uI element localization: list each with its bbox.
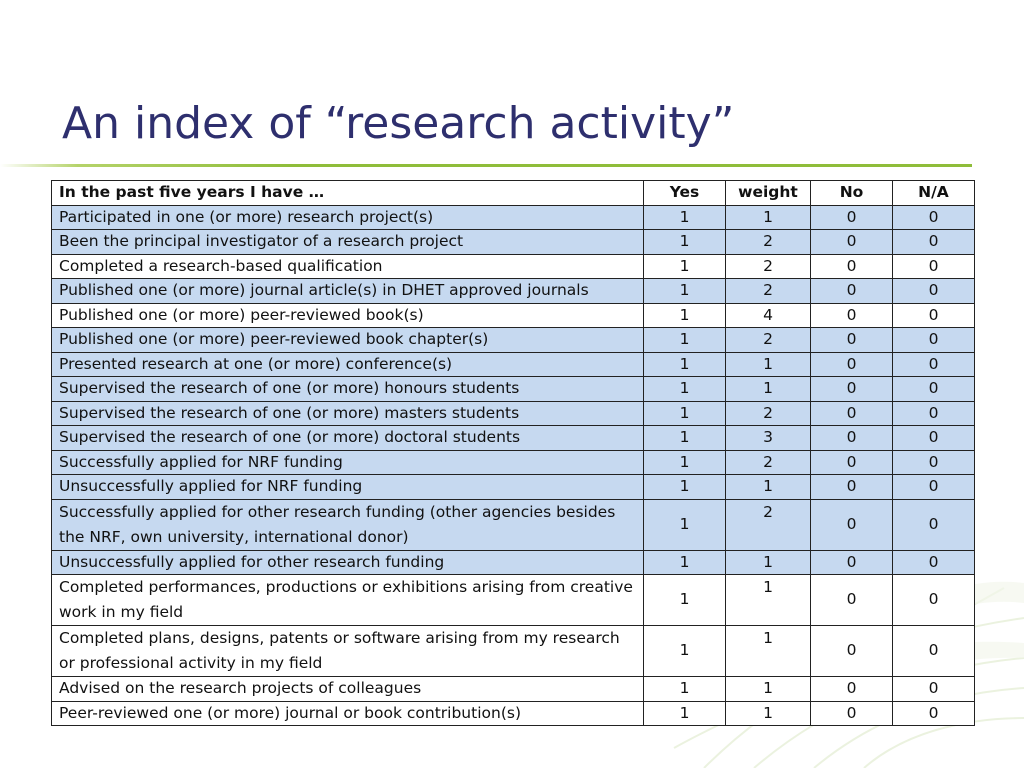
cell-activity: Supervised the research of one (or more) honours students	[52, 377, 644, 402]
cell-no: 0	[811, 230, 893, 255]
cell-na: 0	[893, 475, 975, 500]
cell-weight: 2	[726, 230, 811, 255]
cell-no: 0	[811, 475, 893, 500]
cell-activity: Been the principal investigator of a research project	[52, 230, 644, 255]
table-row	[52, 677, 975, 702]
table-row	[52, 328, 975, 353]
cell-activity: Peer-reviewed one (or more) journal or book contribution(s)	[52, 701, 644, 726]
cell-no: 0	[811, 254, 893, 279]
cell-yes: 1	[644, 426, 726, 451]
cell-na: 0	[893, 701, 975, 726]
table-row	[52, 701, 975, 726]
cell-weight: 2	[726, 499, 811, 550]
header-yes: Yes	[644, 181, 726, 206]
cell-yes: 1	[644, 205, 726, 230]
cell-activity: Completed plans, designs, patents or software arising from my research or professional activity in my field	[52, 626, 644, 677]
cell-no: 0	[811, 401, 893, 426]
cell-na: 0	[893, 426, 975, 451]
cell-na: 0	[893, 499, 975, 550]
header-weight: weight	[726, 181, 811, 206]
cell-yes: 1	[644, 550, 726, 575]
cell-na: 0	[893, 254, 975, 279]
cell-yes: 1	[644, 377, 726, 402]
cell-activity: Presented research at one (or more) conference(s)	[52, 352, 644, 377]
table-row	[52, 475, 975, 500]
table-row	[52, 279, 975, 304]
cell-activity: Participated in one (or more) research project(s)	[52, 205, 644, 230]
cell-yes: 1	[644, 303, 726, 328]
cell-no: 0	[811, 328, 893, 353]
cell-weight: 2	[726, 450, 811, 475]
cell-no: 0	[811, 450, 893, 475]
cell-na: 0	[893, 205, 975, 230]
cell-na: 0	[893, 677, 975, 702]
cell-yes: 1	[644, 279, 726, 304]
table-row	[52, 254, 975, 279]
header-no: No	[811, 181, 893, 206]
cell-na: 0	[893, 575, 975, 626]
table-row	[52, 499, 975, 550]
cell-na: 0	[893, 377, 975, 402]
cell-yes: 1	[644, 450, 726, 475]
table-header-row	[52, 181, 975, 206]
research-activity-table	[51, 180, 975, 726]
cell-activity: Completed a research-based qualification	[52, 254, 644, 279]
cell-yes: 1	[644, 701, 726, 726]
table-row	[52, 352, 975, 377]
cell-weight: 1	[726, 626, 811, 677]
cell-weight: 1	[726, 377, 811, 402]
header-activity: In the past five years I have …	[52, 181, 644, 206]
cell-no: 0	[811, 352, 893, 377]
cell-activity: Unsuccessfully applied for other research funding	[52, 550, 644, 575]
cell-activity: Published one (or more) peer-reviewed book(s)	[52, 303, 644, 328]
slide-title: An index of “research activity”	[62, 98, 735, 149]
cell-yes: 1	[644, 328, 726, 353]
cell-activity: Completed performances, productions or exhibitions arising from creative work in my field	[52, 575, 644, 626]
header-na: N/A	[893, 181, 975, 206]
cell-no: 0	[811, 279, 893, 304]
cell-weight: 4	[726, 303, 811, 328]
cell-weight: 1	[726, 205, 811, 230]
cell-weight: 2	[726, 279, 811, 304]
table-row	[52, 450, 975, 475]
cell-no: 0	[811, 701, 893, 726]
cell-no: 0	[811, 426, 893, 451]
cell-yes: 1	[644, 401, 726, 426]
cell-activity: Published one (or more) journal article(s) in DHET approved journals	[52, 279, 644, 304]
cell-yes: 1	[644, 499, 726, 550]
cell-no: 0	[811, 677, 893, 702]
cell-no: 0	[811, 499, 893, 550]
cell-no: 0	[811, 575, 893, 626]
cell-no: 0	[811, 377, 893, 402]
cell-no: 0	[811, 550, 893, 575]
cell-yes: 1	[644, 254, 726, 279]
table-row	[52, 426, 975, 451]
cell-activity: Successfully applied for NRF funding	[52, 450, 644, 475]
table-row	[52, 575, 975, 626]
cell-activity: Unsuccessfully applied for NRF funding	[52, 475, 644, 500]
table-row	[52, 626, 975, 677]
table-row	[52, 550, 975, 575]
cell-na: 0	[893, 230, 975, 255]
cell-weight: 1	[726, 575, 811, 626]
cell-na: 0	[893, 352, 975, 377]
cell-weight: 2	[726, 401, 811, 426]
cell-yes: 1	[644, 677, 726, 702]
cell-no: 0	[811, 626, 893, 677]
cell-weight: 1	[726, 475, 811, 500]
cell-na: 0	[893, 328, 975, 353]
table-row	[52, 205, 975, 230]
cell-activity: Advised on the research projects of colleagues	[52, 677, 644, 702]
cell-yes: 1	[644, 352, 726, 377]
cell-activity: Published one (or more) peer-reviewed book chapter(s)	[52, 328, 644, 353]
cell-no: 0	[811, 205, 893, 230]
cell-weight: 1	[726, 701, 811, 726]
title-divider	[0, 164, 972, 167]
cell-activity: Supervised the research of one (or more) doctoral students	[52, 426, 644, 451]
cell-activity: Supervised the research of one (or more) masters students	[52, 401, 644, 426]
table-row	[52, 377, 975, 402]
table-row	[52, 303, 975, 328]
cell-activity: Successfully applied for other research funding (other agencies besides the NRF, own university, international donor)	[52, 499, 644, 550]
cell-weight: 1	[726, 550, 811, 575]
cell-yes: 1	[644, 575, 726, 626]
cell-na: 0	[893, 450, 975, 475]
table-row	[52, 401, 975, 426]
cell-weight: 1	[726, 677, 811, 702]
cell-na: 0	[893, 401, 975, 426]
table-row	[52, 230, 975, 255]
cell-weight: 1	[726, 352, 811, 377]
cell-na: 0	[893, 626, 975, 677]
cell-yes: 1	[644, 475, 726, 500]
cell-na: 0	[893, 550, 975, 575]
cell-weight: 3	[726, 426, 811, 451]
cell-no: 0	[811, 303, 893, 328]
cell-weight: 2	[726, 328, 811, 353]
cell-na: 0	[893, 279, 975, 304]
cell-na: 0	[893, 303, 975, 328]
cell-weight: 2	[726, 254, 811, 279]
cell-yes: 1	[644, 230, 726, 255]
cell-yes: 1	[644, 626, 726, 677]
